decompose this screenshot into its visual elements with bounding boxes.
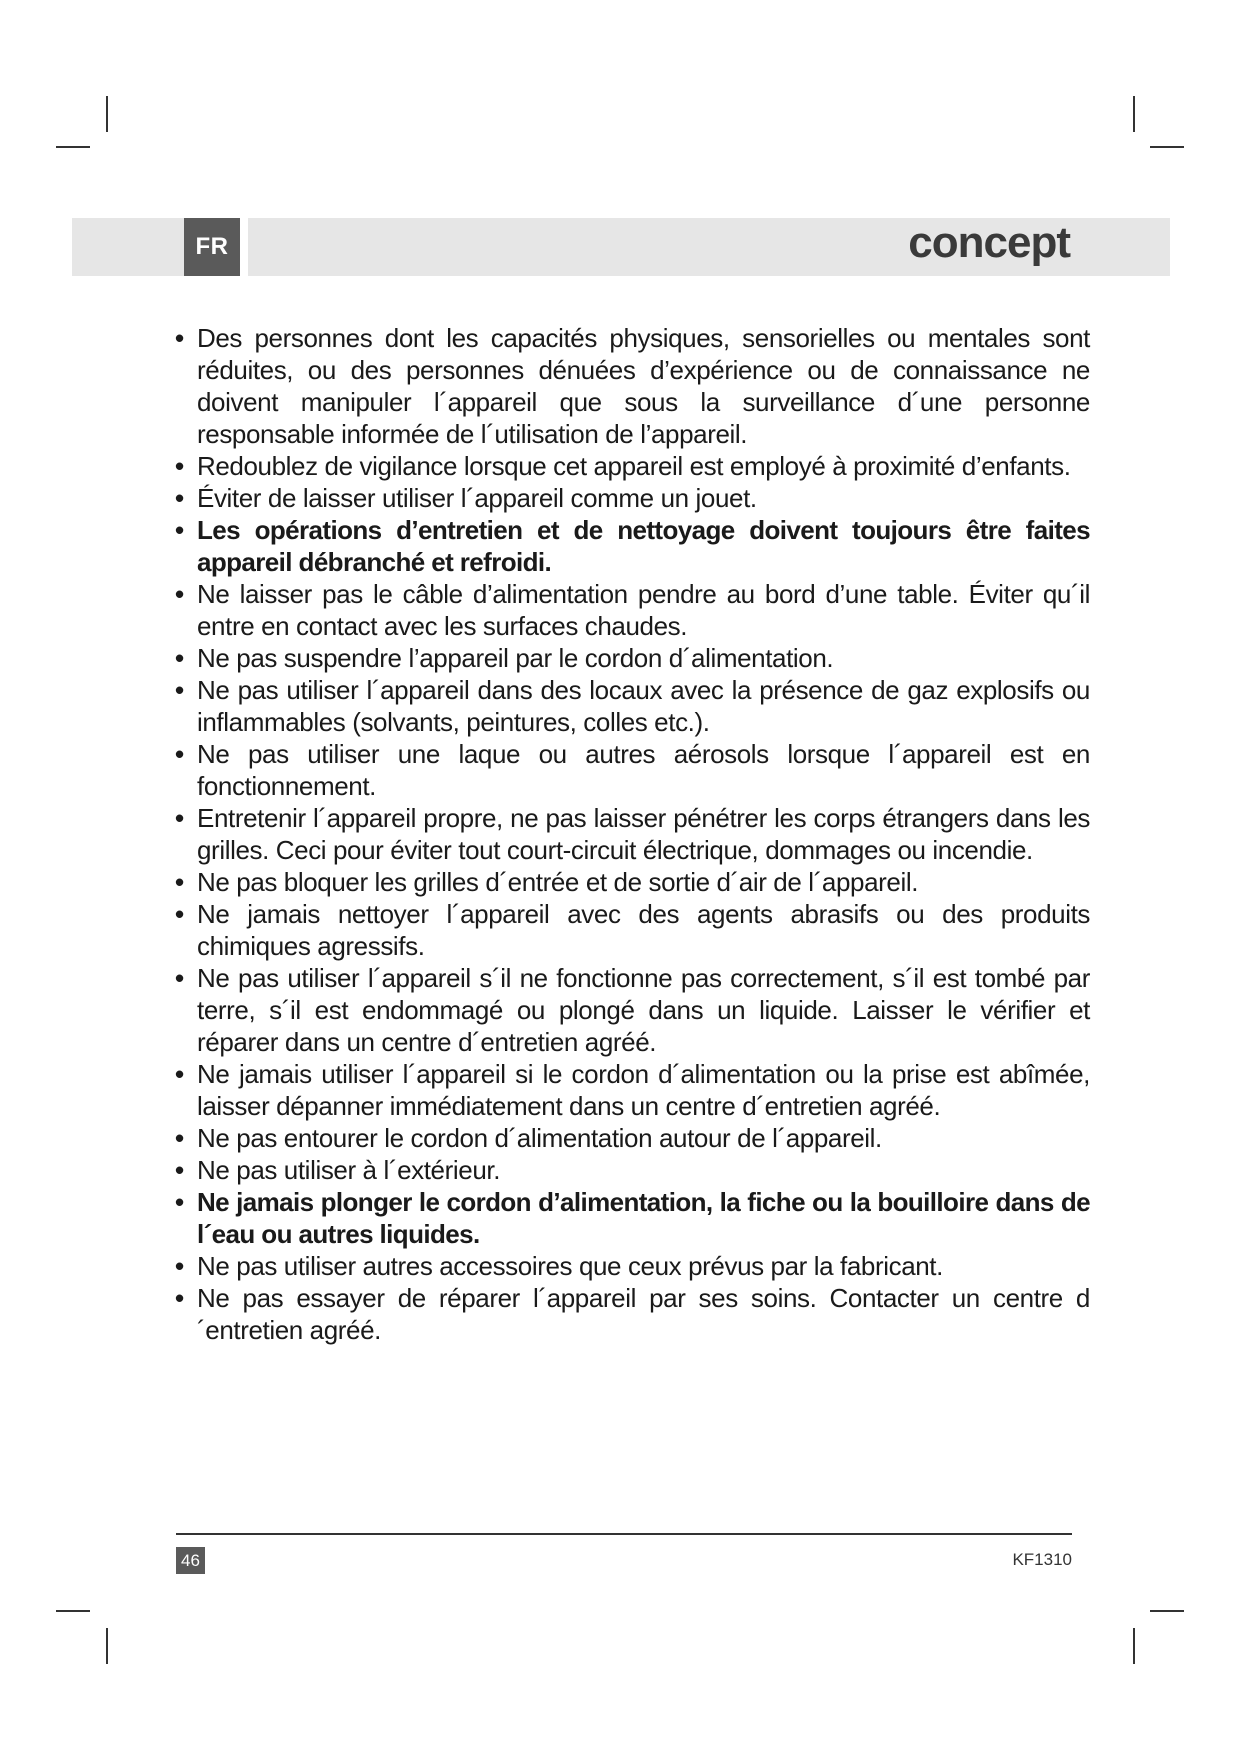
bullet-icon: • xyxy=(175,739,184,769)
bullet-icon: • xyxy=(175,451,184,481)
list-item xyxy=(175,642,1090,674)
page-number: 46 xyxy=(176,1547,205,1574)
bullet-icon: • xyxy=(175,579,184,609)
list-item xyxy=(175,738,1090,802)
bullet-icon: • xyxy=(175,1155,184,1185)
crop-mark-top-right-horizontal xyxy=(1150,146,1184,148)
list-item-text: Ne pas bloquer les grilles d´entrée et de sortie d´air de l´appareil. xyxy=(197,867,919,897)
list-item xyxy=(175,482,1090,514)
crop-mark-top-right-vertical xyxy=(1133,96,1135,132)
language-badge: FR xyxy=(184,218,240,276)
list-item xyxy=(175,1282,1090,1346)
crop-mark-top-left-horizontal xyxy=(56,146,90,148)
bullet-icon: • xyxy=(175,963,184,993)
list-item-text: Ne pas entourer le cordon d´alimentation autour de l´appareil. xyxy=(197,1123,882,1153)
list-item xyxy=(175,1154,1090,1186)
crop-mark-bottom-right-horizontal xyxy=(1150,1610,1184,1612)
list-item xyxy=(175,578,1090,642)
list-item xyxy=(175,322,1090,450)
crop-mark-top-left-vertical xyxy=(106,96,108,132)
brand-logo: concept xyxy=(908,218,1070,267)
bullet-icon: • xyxy=(175,1251,184,1281)
list-item xyxy=(175,1186,1090,1250)
header-separator xyxy=(240,218,248,276)
list-item xyxy=(175,898,1090,962)
list-item xyxy=(175,962,1090,1058)
footer-rule xyxy=(176,1533,1072,1535)
list-item xyxy=(175,802,1090,866)
list-item-text: Ne pas utiliser l´appareil s´il ne fonctionne pas correctement, s´il est tombé par terre, s´il est endommagé ou plongé dans un liquide. Laisser le vérifier et réparer dans un centre d´entretien agréé. xyxy=(197,963,1090,1057)
list-item xyxy=(175,1122,1090,1154)
crop-mark-bottom-left-horizontal xyxy=(56,1610,90,1612)
crop-mark-bottom-right-vertical xyxy=(1133,1628,1135,1664)
list-item xyxy=(175,514,1090,578)
list-item-text: Des personnes dont les capacités physiques, sensorielles ou mentales sont réduites, ou des personnes dénuées d’expérience ou de connaissance ne doivent manipuler l´appareil que sous la surveillance d´une personne responsable informée de l´utilisation de l’appareil. xyxy=(197,323,1090,449)
safety-instructions-list xyxy=(175,322,1090,1346)
list-item-text: Ne pas essayer de réparer l´appareil par ses soins. Contacter un centre d´entretien agréé. xyxy=(197,1283,1090,1345)
list-item xyxy=(175,1250,1090,1282)
list-item-text: Les opérations d’entretien et de nettoyage doivent toujours être faites appareil débranché et refroidi. xyxy=(197,515,1090,577)
list-item-text: Ne laisser pas le câble d’alimentation pendre au bord d’une table. Éviter qu´il entre en contact avec les surfaces chaudes. xyxy=(197,579,1090,641)
bullet-icon: • xyxy=(175,515,184,545)
bullet-icon: • xyxy=(175,1187,184,1217)
list-item-text: Redoublez de vigilance lorsque cet appareil est employé à proximité d’enfants. xyxy=(197,451,1071,481)
bullet-icon: • xyxy=(175,1123,184,1153)
bullet-icon: • xyxy=(175,675,184,705)
bullet-icon: • xyxy=(175,867,184,897)
list-item xyxy=(175,674,1090,738)
list-item-text: Ne pas utiliser une laque ou autres aérosols lorsque l´appareil est en fonctionnement. xyxy=(197,739,1090,801)
bullet-icon: • xyxy=(175,643,184,673)
list-item-text: Ne jamais nettoyer l´appareil avec des agents abrasifs ou des produits chimiques agressifs. xyxy=(197,899,1090,961)
bullet-icon: • xyxy=(175,1283,184,1313)
model-number: KF1310 xyxy=(1012,1550,1072,1569)
bullet-icon: • xyxy=(175,483,184,513)
bullet-icon: • xyxy=(175,323,184,353)
list-item xyxy=(175,1058,1090,1122)
list-item xyxy=(175,450,1090,482)
list-item xyxy=(175,866,1090,898)
list-item-text: Éviter de laisser utiliser l´appareil comme un jouet. xyxy=(197,483,757,513)
list-item-text: Ne pas utiliser autres accessoires que ceux prévus par la fabricant. xyxy=(197,1251,943,1281)
list-item-text: Ne pas utiliser l´appareil dans des locaux avec la présence de gaz explosifs ou inflammables (solvants, peintures, colles etc.). xyxy=(197,675,1090,737)
list-item-text: Ne jamais utiliser l´appareil si le cordon d´alimentation ou la prise est abîmée, laisser dépanner immédiatement dans un centre d´entretien agréé. xyxy=(197,1059,1090,1121)
bullet-icon: • xyxy=(175,1059,184,1089)
bullet-icon: • xyxy=(175,899,184,929)
list-item-text: Ne pas utiliser à l´extérieur. xyxy=(197,1155,501,1185)
list-item-text: Ne pas suspendre l’appareil par le cordon d´alimentation. xyxy=(197,643,834,673)
crop-mark-bottom-left-vertical xyxy=(106,1628,108,1664)
list-item-text: Entretenir l´appareil propre, ne pas laisser pénétrer les corps étrangers dans les grilles. Ceci pour éviter tout court-circuit électrique, dommages ou incendie. xyxy=(197,803,1090,865)
bullet-icon: • xyxy=(175,803,184,833)
list-item-text: Ne jamais plonger le cordon d’alimentation, la fiche ou la bouilloire dans de l´eau ou autres liquides. xyxy=(197,1187,1090,1249)
